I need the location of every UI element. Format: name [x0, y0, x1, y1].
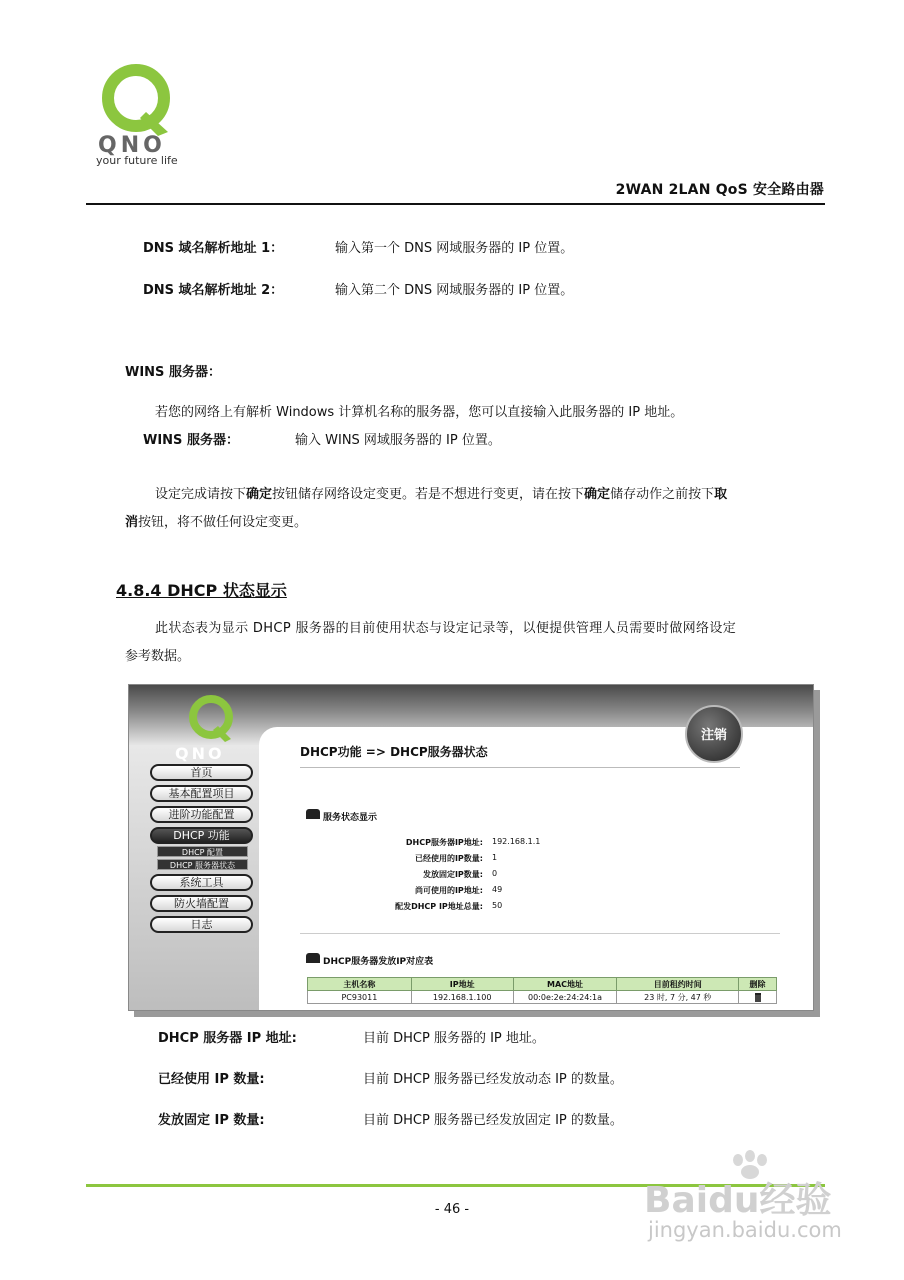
router-title-divider: [300, 767, 740, 768]
host-cell: PC93011: [308, 991, 412, 1004]
menu-log[interactable]: 日志: [150, 916, 253, 933]
delete-cell[interactable]: [739, 991, 777, 1004]
column-header: MAC地址: [513, 978, 617, 991]
lease-table-heading: DHCP服务器发放IP对应表: [323, 957, 434, 967]
menu-dhcp[interactable]: DHCP 功能: [150, 827, 253, 844]
definition-term: 已经使用 IP 数量:: [158, 1072, 265, 1087]
column-header: 目前租约时间: [617, 978, 739, 991]
dns2-term: DNS 域名解析地址 2：: [143, 283, 284, 298]
trash-icon[interactable]: [755, 993, 761, 1002]
svg-text:Baidu经验: Baidu经验: [644, 1180, 832, 1220]
intro-line-2: 参考数据。: [125, 649, 191, 664]
menu-home[interactable]: 首页: [150, 764, 253, 781]
menu-advanced-setup[interactable]: 进阶功能配置: [150, 806, 253, 823]
svg-text:QNO: QNO: [98, 133, 166, 158]
status-section-heading: 服务状态显示: [323, 813, 378, 823]
logo-tagline: your future life: [96, 154, 178, 167]
note-line-1: 设定完成请按下确定按钮储存网络设定变更。若是不想进行变更，请在按下确定储存动作之前按下取: [155, 487, 728, 502]
definition-description: 目前 DHCP 服务器已经发放固定 IP 的数量。: [363, 1113, 623, 1128]
svg-text:QNO: QNO: [175, 744, 225, 763]
wins-term: WINS 服务器：: [143, 433, 239, 448]
router-page-title: DHCP功能 => DHCP服务器状态: [300, 745, 488, 759]
mac-cell: 00:0e:2e:24:24:1a: [513, 991, 617, 1004]
status-label: DHCP服务器IP地址:: [405, 838, 483, 847]
submenu-dhcp-status[interactable]: DHCP 服务器状态: [157, 859, 248, 870]
folder-icon: [306, 953, 320, 963]
definition-description: 目前 DHCP 服务器已经发放动态 IP 的数量。: [363, 1072, 623, 1087]
status-label: 配发DHCP IP地址总量:: [395, 902, 483, 911]
dns2-description: 输入第二个 DNS 网域服务器的 IP 位置。: [335, 283, 574, 298]
document-title: 2WAN 2LAN QoS 安全路由器: [615, 182, 824, 198]
watermark-url: jingyan.baidu.com: [648, 1218, 842, 1242]
ip-cell: 192.168.1.100: [411, 991, 513, 1004]
column-header: 删除: [739, 978, 777, 991]
section-heading: 4.8.4 DHCP 状态显示: [116, 581, 287, 600]
table-row: [308, 991, 777, 1004]
column-header: IP地址: [411, 978, 513, 991]
wins-paragraph: 若您的网络上有解析 Windows 计算机名称的服务器，您可以直接输入此服务器的 IP 地址。: [155, 405, 684, 420]
definition-description: 目前 DHCP 服务器的 IP 地址。: [363, 1031, 545, 1046]
menu-firewall[interactable]: 防火墙配置: [150, 895, 253, 912]
status-value: 0: [492, 869, 498, 878]
definition-term: DHCP 服务器 IP 地址:: [158, 1031, 297, 1046]
status-label: 尚可使用的IP地址:: [414, 886, 483, 895]
submenu-dhcp-config[interactable]: DHCP 配置: [157, 846, 248, 857]
baidu-watermark-logo: [642, 1150, 852, 1220]
status-label: 发放固定IP数量:: [422, 870, 483, 879]
status-value: 1: [492, 853, 498, 862]
router-qno-logo: [173, 691, 253, 763]
page-number: - 46 -: [434, 1202, 470, 1217]
intro-line-1: 此状态表为显示 DHCP 服务器的目前使用状态与设定记录等，以便提供管理人员需要时做网络设定: [155, 621, 737, 636]
logout-button[interactable]: 注销: [685, 705, 743, 763]
menu-system-tools[interactable]: 系统工具: [150, 874, 253, 891]
router-ui-screenshot: [128, 684, 814, 1011]
lease-cell: 23 时, 7 分, 47 秒: [617, 991, 739, 1004]
dhcp-lease-table: [307, 977, 777, 1004]
status-value: 192.168.1.1: [492, 837, 541, 846]
note-line-2: 消按钮，将不做任何设定变更。: [125, 515, 308, 530]
status-label: 已经使用的IP数量:: [414, 854, 483, 863]
status-value: 49: [492, 885, 503, 894]
router-section-divider: [300, 933, 780, 934]
dns1-term: DNS 域名解析地址 1：: [143, 241, 284, 256]
wins-heading: WINS 服务器：: [125, 365, 221, 380]
status-value: 50: [492, 901, 503, 910]
definition-term: 发放固定 IP 数量:: [158, 1113, 265, 1128]
header-divider: [86, 203, 825, 205]
folder-icon: [306, 809, 320, 819]
wins-description: 输入 WINS 网域服务器的 IP 位置。: [295, 433, 501, 448]
column-header: 主机名称: [308, 978, 412, 991]
dns1-description: 输入第一个 DNS 网域服务器的 IP 位置。: [335, 241, 574, 256]
menu-basic-setup[interactable]: 基本配置项目: [150, 785, 253, 802]
